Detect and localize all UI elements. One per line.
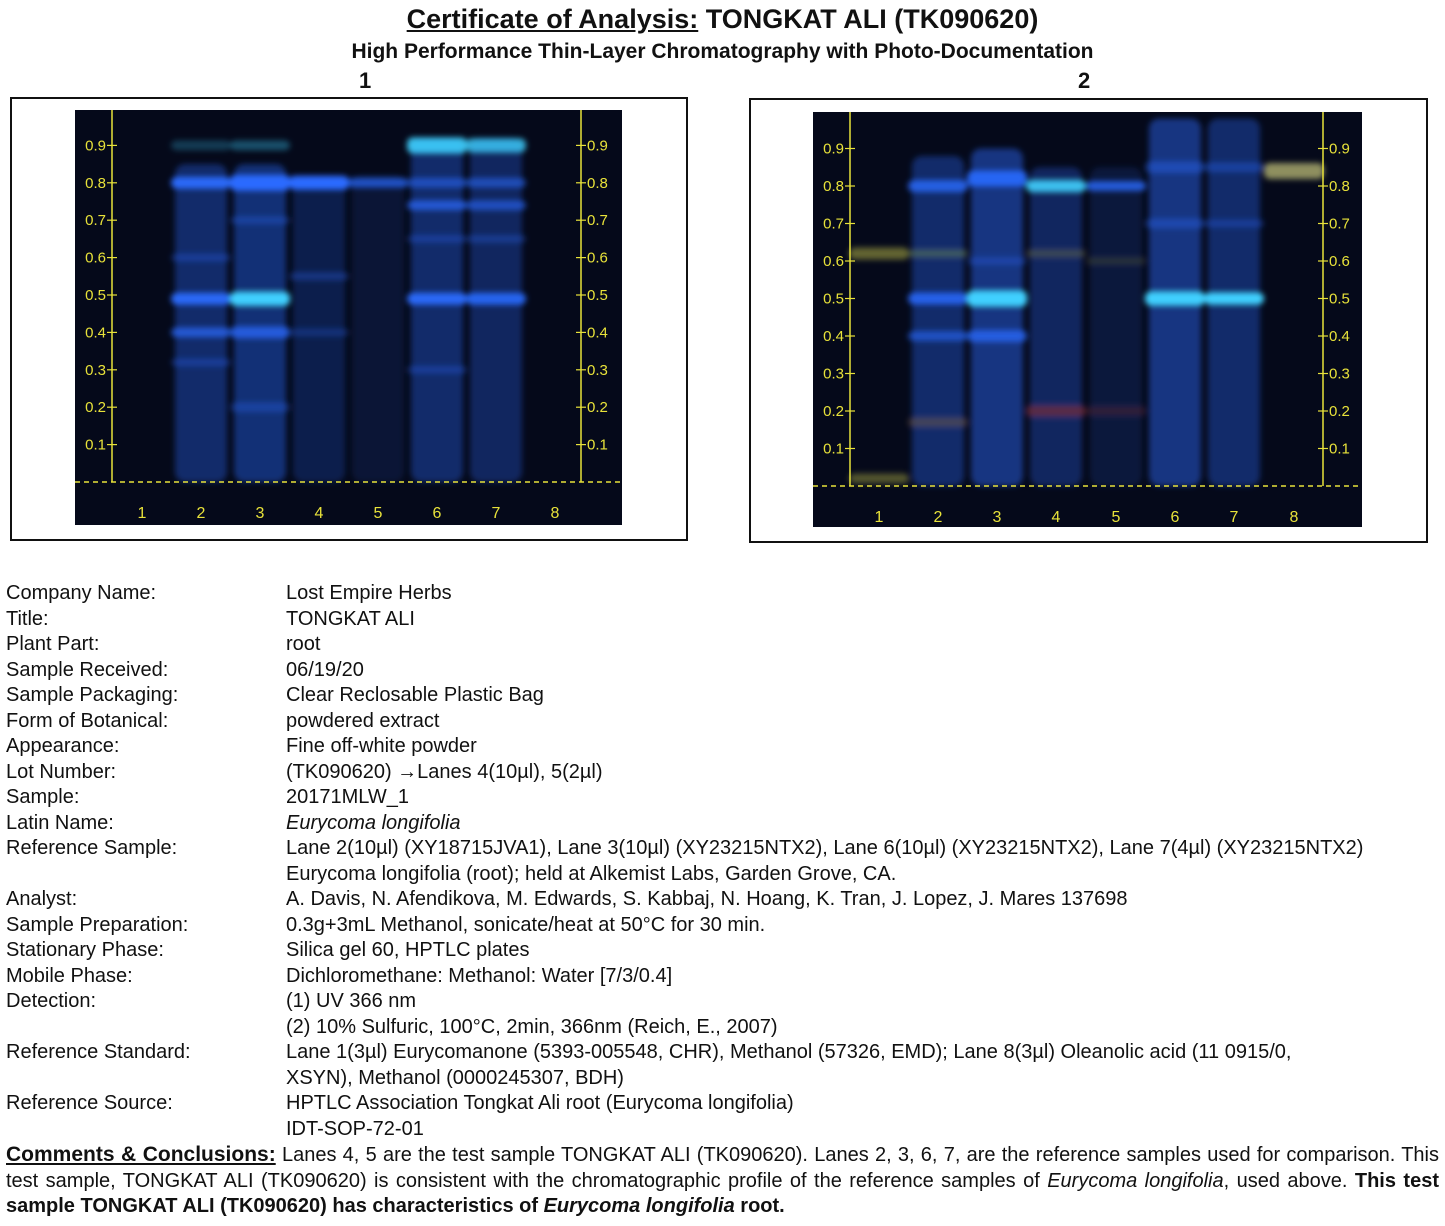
lane-smear <box>1090 167 1142 486</box>
band <box>1145 219 1205 229</box>
band <box>230 402 290 412</box>
band <box>1086 181 1146 191</box>
band <box>171 358 231 366</box>
band <box>230 175 290 191</box>
rf-label-right: 0.7 <box>587 212 608 230</box>
band <box>908 331 968 341</box>
lane-label: 8 <box>550 505 560 522</box>
band <box>407 137 467 153</box>
page-title <box>0 4 1445 35</box>
rf-label-left: 0.1 <box>85 436 106 454</box>
band <box>407 366 467 374</box>
rf-label-left: 0.8 <box>823 178 844 195</box>
band <box>967 257 1027 265</box>
lane-smear <box>175 164 227 482</box>
rf-label-right: 0.3 <box>1329 365 1350 383</box>
title-prefix: Certificate of Analysis: <box>406 4 699 34</box>
band <box>1145 161 1205 173</box>
band <box>407 235 467 243</box>
band <box>407 200 467 210</box>
rf-label-right: 0.2 <box>1329 403 1350 420</box>
rf-label-left: 0.4 <box>85 324 106 342</box>
band <box>967 171 1027 187</box>
field-title: Title: TONGKAT ALI <box>6 607 415 630</box>
comments-text: Lanes 4, 5 are the test sample TONGKAT ALI (TK090620). Lanes 2, 3, 6, 7, are the reference samples used for comparison. This test sample, TONGKAT ALI (TK090620) is consistent with the chromatographic profile of the reference samples of <box>6 1144 1440 1192</box>
rf-label-right: 0.9 <box>587 137 608 155</box>
field-reference-standard: Reference Standard: Lane 1(3µl) Eurycomanone (5393-005548, CHR), Methanol (57326, EMD); Lane 8(3µl) Oleanolic acid (11 0915/0, XSYN), Methanol (0000245307, BDH) <box>6 1041 1292 1089</box>
band <box>289 176 349 190</box>
rf-label-left: 0.2 <box>823 403 844 420</box>
field-form-of-botanical: Form of Botanical: powdered extract <box>6 709 440 732</box>
band <box>908 293 968 305</box>
rf-label-left: 0.5 <box>823 290 844 308</box>
comments-heading: Comments & Conclusions: <box>6 1143 276 1166</box>
rf-label-left: 0.5 <box>85 287 106 304</box>
band <box>1026 180 1086 192</box>
field-lot-number: Lot Number: (TK090620) →Lanes 4(10µl), 5(2µl) <box>6 760 603 783</box>
rf-label-right: 0.9 <box>1329 140 1350 158</box>
rf-label-left: 0.7 <box>85 212 106 230</box>
title-product: TONGKAT ALI (TK090620) <box>705 4 1039 34</box>
lane-smear <box>234 164 286 482</box>
lane-smear <box>470 138 522 482</box>
rf-label-right: 0.2 <box>587 399 608 417</box>
rf-label-left: 0.7 <box>823 215 844 233</box>
band <box>171 254 231 262</box>
lane-label: 7 <box>1229 509 1239 526</box>
panel-1-number: 1 <box>359 68 372 93</box>
rf-label-left: 0.9 <box>823 140 844 158</box>
band <box>908 250 968 258</box>
field-reference-sample: Reference Sample: Lane 2(10µl) (XY18715JVA1), Lane 3(10µl) (XY23215NTX2), Lane 6(10µl) (XY23215NTX2), Lane 7(4µl) (XY23215NTX2) Eurycoma longifolia (root); held at Alkemist Labs, Garden Grove, CA. <box>6 837 1364 885</box>
conclusion-text: This test sample TONGKAT ALI (TK090620) has characteristics of <box>6 1169 1439 1217</box>
band <box>849 248 909 260</box>
lane-label: 3 <box>255 505 265 522</box>
band <box>1264 163 1324 179</box>
page-subtitle: High Performance Thin-Layer Chromatography with Photo-Documentation <box>351 40 1094 63</box>
lane-smear <box>1030 167 1082 486</box>
band <box>1204 162 1264 172</box>
rf-label-left: 0.4 <box>823 328 844 345</box>
band <box>466 293 526 305</box>
lane-label: 4 <box>1051 509 1061 526</box>
band <box>230 140 290 150</box>
lane-label: 6 <box>1170 509 1180 526</box>
band <box>908 180 968 192</box>
band <box>171 140 231 150</box>
rf-label-right: 0.8 <box>1329 178 1350 195</box>
band <box>171 177 231 189</box>
band <box>1086 257 1146 265</box>
band <box>230 326 290 338</box>
rf-label-right: 0.6 <box>1329 253 1350 270</box>
rf-label-left: 0.2 <box>85 399 106 417</box>
lane-label: 5 <box>373 505 383 522</box>
band <box>230 216 290 224</box>
field-appearance: Appearance: Fine off-white powder <box>6 735 477 757</box>
band <box>466 200 526 210</box>
plate-background <box>75 110 622 525</box>
rf-label-right: 0.7 <box>1329 215 1350 233</box>
comments-latin: Eurycoma longifolia <box>1047 1169 1224 1192</box>
field-stationary-phase: Stationary Phase: Silica gel 60, HPTLC plates <box>6 939 530 961</box>
rf-label-left: 0.3 <box>85 361 106 379</box>
lane-label: 7 <box>491 505 501 522</box>
field-sample-received: Sample Received: 06/19/20 <box>6 658 364 681</box>
lane-label: 4 <box>314 505 324 522</box>
band <box>348 178 408 188</box>
rf-label-left: 0.6 <box>85 249 106 267</box>
conclusion-latin: Eurycoma longifolia <box>543 1195 735 1217</box>
comments-conclusions <box>6 1142 1439 1220</box>
rf-label-right: 0.8 <box>587 174 608 192</box>
band <box>1026 250 1086 258</box>
panel-2-number: 2 <box>1078 68 1091 93</box>
plate-1 <box>75 110 622 525</box>
lane-smear <box>411 138 463 482</box>
rf-label-left: 0.1 <box>823 440 844 458</box>
band <box>967 291 1027 307</box>
band <box>466 138 526 152</box>
lane-label: 1 <box>137 505 147 522</box>
band <box>171 293 231 305</box>
plate-1-image <box>75 110 622 525</box>
rf-label-right: 0.5 <box>1329 290 1350 308</box>
lane-label: 1 <box>874 509 884 526</box>
comments-text-2: , used above. <box>1223 1169 1355 1192</box>
field-sample-packaging: Sample Packaging: Clear Reclosable Plastic Bag <box>6 684 544 706</box>
sample-info <box>6 581 1438 1142</box>
rf-label-right: 0.5 <box>587 287 608 304</box>
band <box>908 417 968 427</box>
rf-label-left: 0.3 <box>823 365 844 383</box>
rf-label-right: 0.3 <box>587 361 608 379</box>
lane-smear <box>352 175 404 482</box>
lane-label: 5 <box>1111 509 1121 526</box>
field-reference-source: Reference Source: HPTLC Association Tongkat Ali root (Eurycoma longifolia) IDT-SOP-72-01 <box>6 1092 794 1140</box>
band <box>849 474 909 484</box>
band <box>466 178 526 188</box>
rf-label-right: 0.4 <box>587 324 608 342</box>
field-company-name: Company Name: Lost Empire Herbs <box>6 582 452 604</box>
band <box>407 178 467 188</box>
band <box>1026 405 1086 417</box>
plate-2-image <box>813 112 1362 527</box>
field-mobile-phase: Mobile Phase: Dichloromethane: Methanol: Water [7/3/0.4] <box>6 964 673 987</box>
band <box>1204 220 1264 228</box>
lane-label: 2 <box>933 509 943 526</box>
band <box>1145 292 1205 306</box>
band <box>1086 406 1146 416</box>
lane-smear <box>971 149 1023 487</box>
rf-label-right: 0.1 <box>1329 440 1350 458</box>
band <box>407 293 467 305</box>
rf-label-left: 0.9 <box>85 137 106 155</box>
lane-label: 3 <box>992 509 1002 526</box>
lane-smear <box>912 156 964 486</box>
plate-2 <box>813 112 1362 527</box>
conclusion-end: root. <box>734 1195 785 1217</box>
rf-label-right: 0.1 <box>587 436 608 454</box>
band <box>230 292 290 306</box>
field-analyst: Analyst: A. Davis, N. Afendikova, M. Edwards, S. Kabbaj, N. Hoang, K. Tran, J. Lopez, J. Mares 137698 <box>6 888 1128 910</box>
rf-label-left: 0.8 <box>85 174 106 192</box>
rf-label-right: 0.6 <box>587 249 608 267</box>
lane-label: 2 <box>196 505 206 522</box>
band <box>289 328 349 336</box>
band <box>466 235 526 243</box>
band <box>967 330 1027 342</box>
band <box>289 272 349 280</box>
band <box>1204 293 1264 305</box>
field-sample-preparation: Sample Preparation: 0.3g+3mL Methanol, sonicate/heat at 50°C for 30 min. <box>6 913 766 936</box>
band <box>171 327 231 337</box>
field-latin-name: Latin Name: Eurycoma longifolia <box>6 811 461 834</box>
lane-label: 8 <box>1289 509 1299 526</box>
rf-label-right: 0.4 <box>1329 328 1350 345</box>
field-sample: Sample: 20171MLW_1 <box>6 786 410 808</box>
field-detection: Detection: (1) UV 366 nm (2) 10% Sulfuric, 100°C, 2min, 366nm (Reich, E., 2007) <box>6 990 778 1038</box>
lane-label: 6 <box>432 505 442 522</box>
rf-label-left: 0.6 <box>823 253 844 270</box>
field-plant-part: Plant Part: root <box>6 633 321 655</box>
